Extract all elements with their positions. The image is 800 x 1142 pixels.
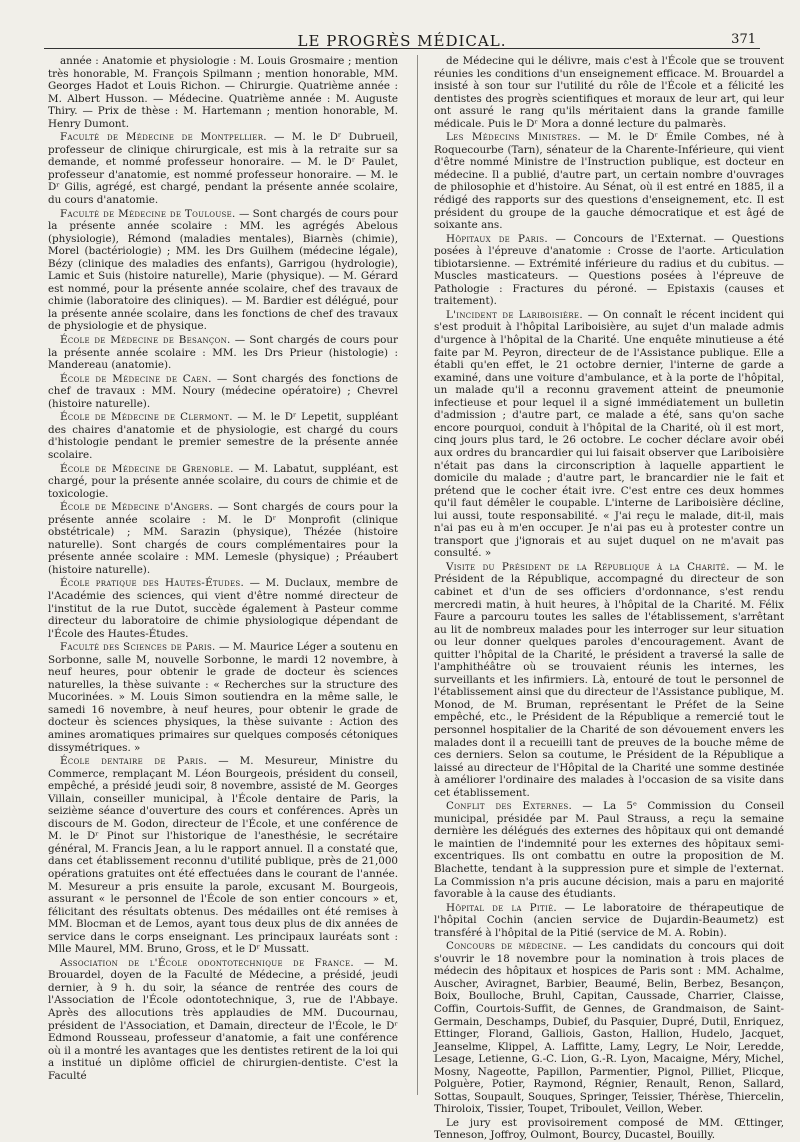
paragraph-heading: École dentaire de Paris.: [60, 755, 208, 768]
news-paragraph: [48, 373, 398, 411]
paragraph-body: de Médecine qui le délivre, mais c'est à l'École que se trouvent réunies les conditions d'un enseignement efficace. M. Brouardel a insisté à son tour sur l'utilité du rôle de l'École et a félicité les dentistes des progrès scientifiques et moraux de leur art, qui leur ont assuré le rang qu'ils méritaient dans la grande famille médicale. Puis le Dʳ Mora a donné lecture du palmarès.: [434, 55, 784, 130]
paragraph-body: — Concours de l'Externat. — Questions posées à l'épreuve d'anatomie : Crosse de l'aorte. Articulation tibiotarsienne. — Extrémité inférieure du radius et du cubitus. — Muscles masticateurs. — Questions posées à l'épreuve de Pathologie : Fractures du péroné. — Epistaxis (causes et traitement).: [434, 232, 784, 308]
paragraph-body: — M. Maurice Léger a soutenu en Sorbonne, salle M, nouvelle Sorbonne, le mardi 12 novembre, à neuf heures, pour obtenir le grade de docteur ès sciences naturelles, la thèse suivante : « Recherches sur la structure des Mucorinées. » M. Louis Simon soutiendra en la même salle, le samedi 16 novembre, à neuf heures, pour obtenir le grade de docteur ès sciences physiques, la thèse suivante : Action des amines aromatiques primaires sur quelques composés cétoniques dissymétriques. »: [48, 641, 398, 754]
running-header: [44, 26, 760, 49]
paragraph-body: — M. le Dʳ Émile Combes, né à Roquecourbe (Tarn), sénateur de la Charente-Inférieure, qui vient d'être nommé Ministre de l'Instruction publique, est docteur en médecine. Il a publié, d'autre part, un certain nombre d'ouvrages de philosophie et d'histoire. Au Sénat, où il est entré en 1885, il a rédigé des rapports sur des questions d'enseignement, etc. Il est président du groupe de la gauche démocratique et est âgé de soixante ans.: [434, 131, 784, 232]
paragraph-heading: Faculté des Sciences de Paris.: [60, 641, 216, 654]
paragraph-heading: École de Médecine d'Angers.: [60, 501, 214, 514]
news-paragraph: [434, 561, 784, 799]
paragraph-heading: École de Médecine de Caen.: [60, 372, 212, 385]
paragraph-body: — M. Mesureur, Ministre du Commerce, remplaçant M. Léon Bourgeois, président du conseil, empêché, a présidé jeudi soir, 8 novembre, assisté de M. Georges Villain, conseiller municipal, à l'École dentaire de Paris, la seizième séance d'ouverture des cours et conférences. Après un discours de M. Godon, directeur de l'École, et une conférence de M. le Dʳ Pinot sur l'historique de l'anesthésie, le secrétaire général, M. Francis Jean, a lu le rapport annuel. Il a constaté que, dans cet établissement reconnu d'utilité publique, près de 21,000 opérations gratuites ont été effectuées dans le courant de l'année. M. Mesureur a pris ensuite la parole, excusant M. Bourgeois, assurant « le personnel de l'École de son entier concours » et, félicitant des résultats obtenus. Des médailles ont été remises à MM. Blocman et de Lemos, ayant tous deux plus de dix années de service dans le corps enseignant. Les principaux lauréats sont : Mlle Maurel, MM. Bruno, Gross, et le Dʳ Mussatt.: [48, 755, 398, 956]
news-paragraph: [48, 641, 398, 754]
paragraph-heading: Hôpitaux de Paris.: [446, 232, 548, 245]
news-paragraph: [434, 55, 784, 130]
news-paragraph: [48, 208, 398, 333]
paragraph-heading: Faculté de Médecine de Montpellier.: [60, 131, 267, 144]
news-paragraph: [434, 800, 784, 900]
paragraph-heading: École de Médecine de Besançon.: [60, 334, 231, 347]
paragraph-body: Le jury est provisoirement composé de MM. Œttinger, Tenneson, Joffroy, Oulmont, Bourcy, Ducastel, Bouilly.: [434, 1116, 784, 1142]
paragraph-body: — M. Brouardel, doyen de la Faculté de Médecine, a présidé, jeudi dernier, à 9 h. du soir, la séance de rentrée des cours de l'Association de l'École odontotechnique, 3, rue de l'Abbaye. Après des allocutions très applaudies de MM. Ducournau, président de l'Association, et Damain, directeur de l'École, le Dʳ Edmond Rousseau, professeur d'anatomie, a fait une conférence où il a montré les avantages que les dentistes retirent de la loi qui a institué un diplôme officiel de chirurgien-dentiste. C'est la Faculté: [48, 956, 398, 1082]
right-column: [434, 55, 785, 1142]
news-paragraph: [48, 55, 398, 130]
news-paragraph: [434, 902, 784, 940]
news-paragraph: [434, 1117, 784, 1142]
paragraph-body: — M. le Dʳ Dubrueil, professeur de clinique chirurgicale, est mis à la retraite sur sa demande, et nommé professeur honoraire. — M. le Dʳ Paulet, professeur d'anatomie, est nommé professeur honoraire. — M. le Dʳ Gilis, agrégé, est chargé, pendant la présente année scolaire, du cours d'anatomie.: [48, 131, 398, 207]
left-column: [48, 55, 398, 1095]
text-columns: [44, 55, 785, 1142]
paragraph-body: — Les candidats du concours qui doit s'ouvrir le 18 novembre pour la nomination à trois places de médecin des hôpitaux et hospices de Paris sont : MM. Achalme, Auscher, Aviragnet, Barbier, Beaumé, Belin, Berbez, Besançon, Boix, Boulloche, Bruhl, Capitan, Caussade, Charrier, Claisse, Coffin, Courtois-Suffit, de Gennes, de Grandmaison, de Saint-Germain, Deschamps, Dubief, du Pasquier, Dupré, Dutil, Enriquez, Ettinger, Florand, Galliois, Gaston, Hallion, Hudelo, Jacquet, Jeanselme, Klippel, A. Laffitte, Lamy, Legry, Le Noir, Leredde, Lesage, Letienne, G.-C. Lion, G.-R. Lyon, Macaigne, Méry, Michel, Mosny, Nageotte, Papillon, Parmentier, Pignol, Pilliet, Plicque, Polguère, Potier, Raymond, Régnier, Renault, Renon, Sallard, Sottas, Soupault, Souques, Springer, Teissier, Thérèse, Thiercelin, Thiroloix, Tissier, Toupet, Triboulet, Veillon, Weber.: [434, 940, 784, 1116]
paragraph-body: — La 5ᵉ Commission du Conseil municipal, présidée par M. Paul Strauss, a reçu la semaine dernière les délégués des externes des hôpitaux qui ont demandé le maintien de l'indemnité pour les externes des hôpitaux semi-excentriques. Ils ont combattu en outre la proposition de M. Blachette, tendant à la suppression pure et simple de l'externat. La Commission n'a pris aucune décision, mais a paru en majorité favorable à la cause des étudiants.: [434, 800, 785, 901]
paragraph-heading: Faculté de Médecine de Toulouse.: [60, 207, 236, 220]
paragraph-heading: Hôpital de la Pitié.: [446, 901, 558, 914]
news-paragraph: [48, 334, 398, 372]
paragraph-heading: Visite du Président de la République à la Charité.: [446, 560, 730, 573]
paragraph-heading: Association de l'École odontotechnique de France.: [60, 956, 355, 969]
journal-title: LE PROGRÈS MÉDICAL.: [297, 32, 507, 50]
paragraph-body: année : Anatomie et physiologie : M. Louis Grosmaire ; mention très honorable, M. François Spilmann ; mention honorable, MM. Georges Hadot et Louis Richon. — Chirurgie. Quatrième année : M. Albert Husson. — Médecine. Quatrième année : M. Auguste Thiry. — Prix de thèse : M. Hartemann ; mention honorable, M. Henry Dumont.: [48, 55, 398, 130]
page-number: 371: [731, 32, 756, 47]
paragraph-heading: École de Médecine de Grenoble.: [60, 462, 234, 475]
paragraph-heading: École de Médecine de Clermont.: [60, 411, 233, 424]
paragraph-body: — M. le Président de la République, accompagné du directeur de son cabinet et d'un de ses officiers d'ordonnance, s'est rendu mercredi matin, à huit heures, à l'hôpital de la Charité. M. Félix Faure a parcouru toutes les salles de l'établissement, s'arrêtant au lit de nombreux malades pour les interroger sur leur situation ou leur donner quelques paroles d'encouragement. Avant de quitter l'hôpital de la Charité, le président a traversé la salle de l'amphithéâtre où se trouvaient réunis les internes, les surveillants et les infirmiers. Là, entouré de tout le personnel de l'établissement ainsi que du directeur de l'Assistance publique, M. Monod, de M. Bruman, représentant le Préfet de la Seine empêché, etc., le Président de la République a remercié tout le personnel hospitalier de la Charité de son dévouement envers les malades dont il a recueilli tant de preuves de la bouche même de ces derniers. Selon sa coutume, le Président de la République a laissé au directeur de l'Hôpital de la Charité une somme destinée à améliorer l'ordinaire des malades à l'occasion de sa visite dans cet établissement.: [434, 560, 784, 799]
news-paragraph: [48, 411, 398, 461]
news-paragraph: [48, 755, 398, 956]
paragraph-heading: L'incident de Lariboisière.: [446, 308, 583, 321]
paragraph-body: — Sont chargés de cours pour la présente année scolaire : MM. les Drs Prieur (histologie) : Mandereau (anatomie).: [48, 334, 398, 372]
news-paragraph: [48, 463, 398, 501]
paragraph-body: — M. le Dʳ Lepetit, suppléant des chaires d'anatomie et de physiologie, est chargé du cours d'histologie pendant le premier semestre de la présente année scolaire.: [48, 411, 398, 461]
paragraph-body: — M. Duclaux, membre de l'Académie des sciences, qui vient d'être nommé directeur de l'institut de la rue Dutot, succède également à Pasteur comme directeur du laboratoire de chimie physiologique dépendant de l'École des Hautes-Études.: [48, 577, 398, 640]
news-paragraph: [48, 131, 398, 206]
paragraph-body: — Le laboratoire de thérapeutique de l'hôpital Cochin (ancien service de Dujardin-Beaumetz) est transféré à l'hôpital de la Pitié (service de M. A. Robin).: [434, 901, 784, 939]
paragraph-heading: Conflit des Externes.: [446, 800, 573, 813]
paragraph-body: — Sont chargés des fonctions de chef de travaux : MM. Noury (médecine opératoire) ; Chevrel (histoire naturelle).: [48, 372, 398, 410]
paragraph-body: — Sont chargés de cours pour la présente année scolaire : M. le Dʳ Monprofit (clinique obstétricale) ; MM. Sarazin (physique), Thézée (histoire naturelle). Sont chargés de cours complémentaires pour la présente année scolaire : MM. Lemesle (physique) ; Préaubert (histoire naturelle).: [48, 501, 398, 576]
news-paragraph: [434, 940, 784, 1116]
news-paragraph: [48, 501, 398, 576]
column-divider: [417, 55, 418, 1095]
news-paragraph: [48, 957, 398, 1082]
paragraph-body: — Sont chargés de cours pour la présente année scolaire : MM. les agrégés Abelous (physiologie), Rémond (maladies mentales), Biarnès (chimie), Morel (bactériologie) ; MM. les Drs Guilhem (médecine légale), Bézy (clinique des maladies des enfants), Garrigou (hydrologie), Lamic et Suis (histoire naturelle), Marie (physique). — M. Gérard est nommé, pour la présente année scolaire, chef des travaux de chimie (laboratoire des cliniques). — M. Bardier est délégué, pour la présente année scolaire, dans les fonctions de chef des travaux de physiologie et de physique.: [48, 207, 398, 333]
news-paragraph: [48, 577, 398, 640]
news-paragraph: [434, 131, 784, 231]
paragraph-body: — On connaît le récent incident qui s'est produit à l'hôpital Lariboisière, au sujet d'un malade admis d'urgence à l'hôpital de la Charité. Une enquête minutieuse a été faite par M. Peyron, directeur de de l'Assistance publique. Elle a établi qu'en effet, le 21 octobre dernier, l'interne de garde a examiné, dans une voiture d'ambulance, et à la porte de l'hôpital, un malade qu'il a reconnu gravement atteint de pneumonie infectieuse et pour lequel il a signé immédiatement un bulletin d'admission ; d'autre part, ce malade a été, sans qu'on sache encore pourquoi, conduit à l'hôpital de la Charité, où il est mort, cinq jours plus tard, le 26 octobre. Le cocher déclare avoir obéi aux ordres du brancardier qui lui faisait observer que Lariboisière n'était pas dans la circonscription à laquelle appartient le domicile du malade ; d'autre part, le brancardier nie le fait et prétend que le cocher était ivre. C'est entre ces deux hommes qu'il faut démêler le coupable. L'interne de Lariboisière décline, lui aussi, toute responsabilité. « J'ai reçu le malade, dit-il, mais n'ai pas eu à m'en occuper. Je n'ai pas eu à protester contre un transport que j'ignorais et au sujet duquel on ne m'avait pas consulté. »: [434, 308, 784, 560]
paragraph-heading: Les Médecins Ministres.: [446, 131, 582, 144]
news-paragraph: [434, 309, 784, 560]
news-paragraph: [434, 233, 784, 308]
paragraph-heading: Concours de médecine.: [446, 940, 567, 953]
paragraph-body: — M. Labatut, suppléant, est chargé, pour la présente année scolaire, du cours de chimie et de toxicologie.: [48, 462, 398, 500]
paragraph-heading: École pratique des Hautes-Études.: [60, 577, 245, 590]
